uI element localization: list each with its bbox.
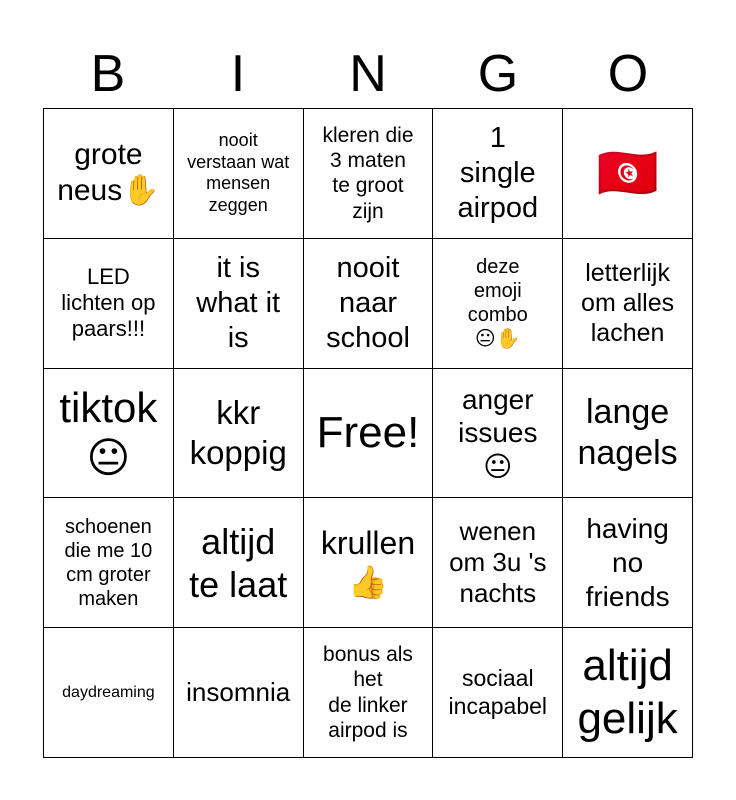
header-letter-o: O: [607, 45, 649, 103]
header-letter-n: N: [349, 45, 387, 103]
bingo-cell[interactable]: nooit verstaan wat mensen zeggen: [174, 109, 304, 239]
bingo-cell[interactable]: it is what it is: [174, 239, 304, 369]
bingo-cell[interactable]: 1 single airpod: [433, 109, 563, 239]
header-letter-i: I: [230, 45, 246, 103]
bingo-cell[interactable]: altijd te laat: [174, 498, 304, 628]
bingo-cell[interactable]: grote neus✋: [44, 109, 174, 239]
bingo-cell[interactable]: 🇹🇳: [563, 109, 693, 239]
bingo-cell[interactable]: LED lichten op paars!!!: [44, 239, 174, 369]
bingo-cell[interactable]: kleren die 3 maten te groot zijn: [304, 109, 434, 239]
bingo-cell[interactable]: lange nagels: [563, 369, 693, 499]
free-space-cell[interactable]: Free!: [304, 369, 434, 499]
header-letter-b: B: [90, 45, 126, 103]
bingo-cell[interactable]: nooit naar school: [304, 239, 434, 369]
bingo-cell[interactable]: tiktok 😐: [44, 369, 174, 499]
bingo-cell[interactable]: kkr koppig: [174, 369, 304, 499]
bingo-cell[interactable]: anger issues 😐: [433, 369, 563, 499]
bingo-cell[interactable]: altijd gelijk: [563, 628, 693, 758]
bingo-cell[interactable]: deze emoji combo 😐✋: [433, 239, 563, 369]
header-letter-g: G: [477, 45, 519, 103]
bingo-cell[interactable]: having no friends: [563, 498, 693, 628]
bingo-cell[interactable]: schoenen die me 10 cm groter maken: [44, 498, 174, 628]
bingo-cell[interactable]: wenen om 3u 's nachts: [433, 498, 563, 628]
bingo-cell[interactable]: daydreaming: [44, 628, 174, 758]
bingo-cell[interactable]: sociaal incapabel: [433, 628, 563, 758]
bingo-cell[interactable]: letterlijk om alles lachen: [563, 239, 693, 369]
bingo-cell[interactable]: insomnia: [174, 628, 304, 758]
bingo-header: [43, 40, 693, 108]
bingo-cell[interactable]: krullen 👍: [304, 498, 434, 628]
bingo-board: [43, 108, 693, 758]
bingo-cell[interactable]: bonus als het de linker airpod is: [304, 628, 434, 758]
